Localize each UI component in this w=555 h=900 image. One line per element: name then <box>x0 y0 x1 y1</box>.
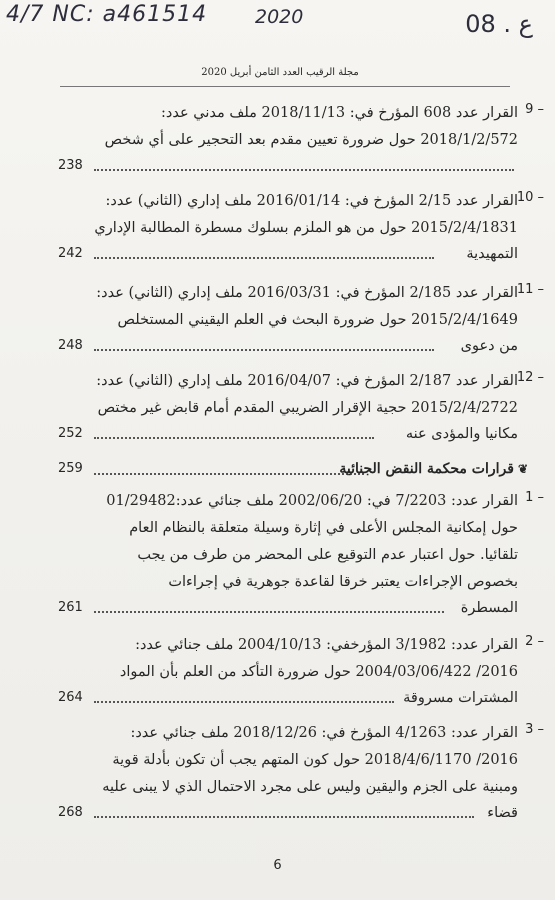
page-number: 6 <box>273 858 282 873</box>
toc-entry <box>58 100 544 178</box>
journal-title: مجلة الرقيب العدد الثامن أبريل 2020 <box>201 67 359 78</box>
entry-page: 264 <box>58 690 83 705</box>
toc-entry <box>58 488 544 620</box>
toc-entry <box>58 632 544 710</box>
entry-number: 11 – <box>516 282 544 297</box>
toc-entry <box>58 280 544 358</box>
dot-leader <box>94 257 434 259</box>
entry-page: 248 <box>58 338 83 353</box>
entry-line: 2015/2/4/1831 حول من هو الملزم بسلوك مسطرة المطالبة الإداري <box>94 220 518 236</box>
entry-page-leader <box>58 686 518 710</box>
entry-number: 10 – <box>516 190 544 205</box>
handwritten-reference: 4/7 NC: a461514 <box>6 2 208 27</box>
entry-page-leader <box>58 422 518 446</box>
toc-entry <box>58 368 544 446</box>
entry-line: القرار عدد: 4/1263 المؤرخ في: 2018/12/26 ملف جنائي عدد: <box>130 725 518 741</box>
handwritten-year: 2020 <box>255 6 304 28</box>
entry-line: القرار عدد 608 المؤرخ في: 2018/11/13 ملف مدني عدد: <box>161 105 518 121</box>
leaf-icon: ❦ <box>517 462 528 476</box>
entry-number: 3 – <box>525 722 544 737</box>
entry-page-leader <box>58 334 518 358</box>
entry-line: القرار عدد: 3/1982 المؤرخفي: 2004/10/13 ملف جنائي عدد: <box>135 637 518 653</box>
entry-number: 1 – <box>525 490 544 505</box>
entry-line: 2016/ 2004/03/06/422 حول ضرورة التأكد من العلم بأن المواد <box>119 664 518 680</box>
section-page: 259 <box>58 461 83 476</box>
entry-line: بخصوص الإجراءات يعتبر خرقا لقاعدة جوهرية في إجراءات <box>168 574 518 590</box>
entry-tail: التمهيدية <box>466 246 518 262</box>
entry-tail: المشترات مسروقة <box>403 690 518 706</box>
dot-leader <box>94 611 444 613</box>
entry-tail: من دعوى <box>460 338 518 354</box>
entry-page-leader <box>58 242 518 266</box>
entry-number: 9 – <box>525 102 544 117</box>
entry-line: القرار عدد 2/15 المؤرخ في: 2016/01/14 ملف إداري (الثاني) عدد: <box>105 193 518 209</box>
entry-page: 268 <box>58 805 83 820</box>
entry-page: 242 <box>58 246 83 261</box>
toc-entry <box>58 188 544 266</box>
entry-page-leader <box>58 596 518 620</box>
entry-line: حول إمكانية المجلس الأعلى في إثارة وسيلة متعلقة بالنظام العام <box>129 520 518 536</box>
entry-line: 2016/ 2018/4/6/1170 حول كون المتهم يجب أن تكون بأدلة قوية <box>112 752 518 768</box>
dot-leader <box>94 349 434 351</box>
handwritten-code: 08 . ع <box>465 10 533 38</box>
toc-entry <box>58 720 544 825</box>
entry-line: القرار عدد 2/187 المؤرخ في: 2016/04/07 ملف إداري (الثاني) عدد: <box>96 373 518 389</box>
entry-number: 12 – <box>516 370 544 385</box>
entry-line: القرار عدد: 7/2203 في: 2002/06/20 ملف جنائي عدد:01/29482 <box>106 493 518 509</box>
entry-page: 261 <box>58 600 83 615</box>
entry-page: 252 <box>58 426 83 441</box>
dot-leader <box>94 169 514 171</box>
entry-page-leader <box>58 801 518 825</box>
dot-leader <box>94 816 474 818</box>
entry-line: 2018/1/2/572 حول ضرورة تعيين مقدم بعد التحجير على أي شخص <box>104 132 518 148</box>
entry-tail: قضاء <box>487 805 518 821</box>
entry-page-leader <box>58 154 518 178</box>
entry-tail: مكانيا والمؤدى عنه <box>405 426 518 442</box>
entry-line: 2015/2/4/1649 حول ضرورة البحث في العلم اليقيني المستخلص <box>117 312 518 328</box>
entry-line: ومبنية على الجزم واليقين وليس على مجرد الاحتمال الذي لا يبنى عليه <box>102 779 518 795</box>
entry-line: 2015/2/4/2722 حجية الإقرار الضريبي المقدم أمام قابض غير مختص <box>97 400 518 416</box>
entry-line: تلقائيا. حول اعتبار عدم التوقيع على المحضر من طرف من يجب <box>137 547 518 563</box>
section-heading-row <box>58 456 528 482</box>
section-title: قرارات محكمة النقض الجنائية <box>339 461 514 477</box>
entry-tail: المسطرة <box>460 600 518 616</box>
entry-line: القرار عدد 2/185 المؤرخ في: 2016/03/31 ملف إداري (الثاني) عدد: <box>96 285 518 301</box>
dot-leader <box>94 473 364 475</box>
entry-page: 238 <box>58 158 83 173</box>
dot-leader <box>94 701 394 703</box>
section-heading <box>339 456 528 482</box>
dot-leader <box>94 437 374 439</box>
entry-number: 2 – <box>525 634 544 649</box>
